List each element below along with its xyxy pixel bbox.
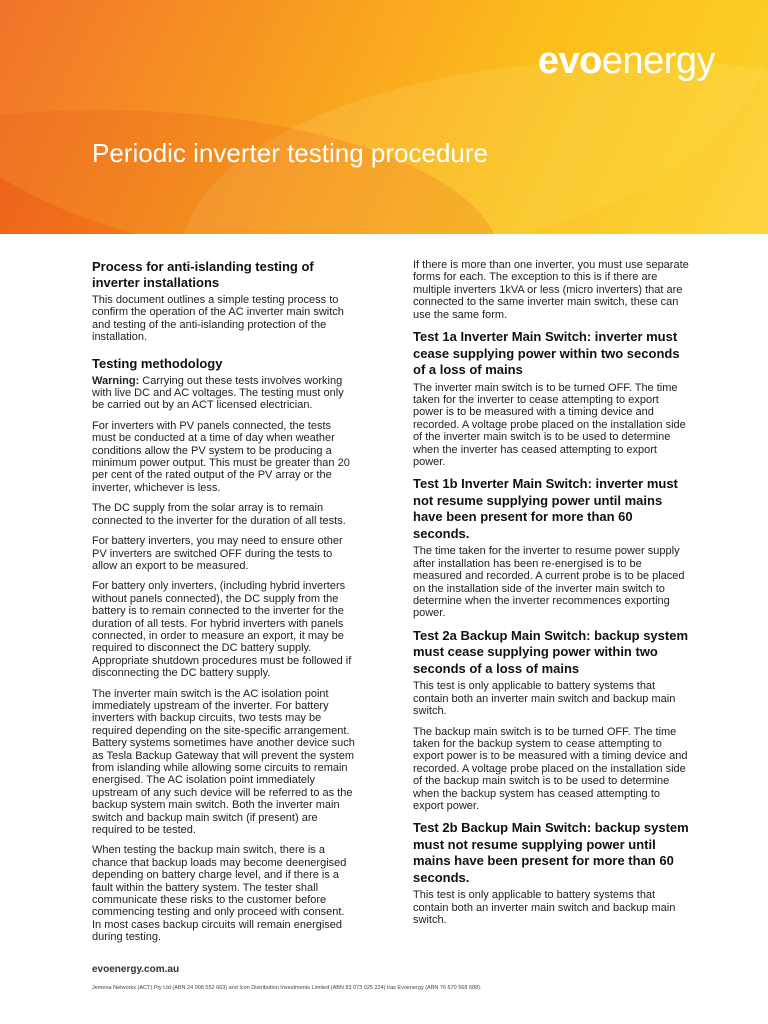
heading-testing-methodology: Testing methodology [92, 355, 223, 371]
heading-test-2b: Test 2b Backup Main Switch: backup system must not resume supplying power until mains have been present for more than 60 seconds. [413, 820, 689, 885]
paragraph-main-switch: The inverter main switch is the AC isolation point immediately upstream of the inverter. For battery inverters with backup circuits, two tests may be required depending on the site-specific arrangement. Battery systems sometimes have another device such as Tesla Backup Gateway that will prevent the system from islanding while allowing some circuits to remain energised. The AC isolation point immediately upstream of any such device will be referred to as the backup system main switch. Both the inverter main switch and backup main switch (if present) are required to be tested. [92, 687, 355, 837]
paragraph-backup: When testing the backup main switch, there is a chance that backup loads may become deenergised depending on battery charge level, and if there is a fault within the battery system. The tester shall communicate these risks to the customer before commencing testing and only proceed with consent. In most cases backup circuits will remain energised during testing. [92, 844, 347, 944]
footer-legal-text: Jemena Networks (ACT) Pty Ltd (ABN 24 008 552 663) and Icon Distribution Investments Limited (ABN 83 073 025 224) t/as Evoenergy (ABN 76 670 568 688). [92, 985, 482, 991]
logo-bold-text: evo [537, 40, 602, 82]
paragraph-battery-only: For battery only inverters, (including hybrid inverters without panels connected), the DC supply from the battery is to remain connected to the inverter for the duration of all tests. For hybrid inverters with panels connected, in order to measure an export, it may be required to disconnect the DC battery supply. Appropriate shutdown procedures must be followed if disconnecting the DC battery supply. [92, 580, 352, 680]
left-column [92, 259, 355, 952]
heading-test-1b: Test 1b Inverter Main Switch: inverter must not resume supplying power until mains have been present for more than 60 seconds. [413, 476, 678, 541]
paragraph-intro: This document outlines a simple testing process to confirm the operation of the AC inverter main switch and testing of the anti-islanding protection of the installation. [92, 294, 344, 344]
right-column [413, 259, 689, 935]
paragraph-battery: For battery inverters, you may need to ensure other PV inverters are switched OFF during the tests to allow an export to be measured. [92, 535, 343, 572]
warning-text: Carrying out these tests involves working with live DC and AC voltages. The testing must only be carried out by an ACT licensed electrician. [92, 374, 344, 412]
evoenergy-logo [538, 40, 715, 83]
paragraph-test-2b: This test is only applicable to battery systems that contain both an inverter main switch and backup main switch. [413, 889, 676, 927]
footer-website-link[interactable]: evoenergy.com.au [92, 964, 180, 975]
paragraph-warning [92, 375, 355, 412]
paragraph-test-1b: The time taken for the inverter to resume power supply after installation has been re-energised is to be measured and recorded. A current probe is to be placed on the installation side of the inverter main switch to determine when the inverter recommences exporting power. [413, 545, 685, 620]
paragraph-test-2a: The backup main switch is to be turned OFF. The time taken for the backup system to cease attempting to export power is to be measured with a timing device and recorded. A voltage probe placed on the installation side of the backup main switch is to be used to determine when the backup system has ceased attempting to export power. [413, 725, 688, 812]
document-title: Periodic inverter testing procedure [92, 138, 488, 168]
heading-test-2a: Test 2a Backup Main Switch: backup system must cease supplying power within two seconds of a loss of mains [413, 627, 689, 676]
warning-label: Warning: [92, 374, 140, 387]
paragraph-pv: For inverters with PV panels connected, the tests must be conducted at a time of day when weather conditions allow the PV system to be producing a minimum power output. This must be greater than 20 per cent of the rated output of the PV array or the inverter, whichever is less. [92, 419, 350, 494]
heading-test-1a: Test 1a Inverter Main Switch: inverter must cease supplying power within two seconds of a loss of mains [413, 329, 680, 378]
header-banner [0, 0, 768, 234]
paragraph-test-1a: The inverter main switch is to be turned OFF. The time taken for the inverter to cease attempting to export power is to be measured with a timing device and recorded. A voltage probe placed on the installation side of the inverter main switch is to be used to determine when the inverter has ceased attempting to export power. [413, 381, 686, 468]
logo-text: energy [601, 40, 715, 82]
paragraph-dc: The DC supply from the solar array is to remain connected to the inverter for the duration of all tests. [92, 502, 346, 527]
paragraph-test-2a-applicability: This test is only applicable to battery systems that contain both an inverter main switch and backup main switch. [413, 680, 676, 718]
paragraph-multiple-inverters: If there is more than one inverter, you must use separate forms for each. The exception to this is if there are multiple inverters 1kVA or less (micro inverters) that are connected to the same inverter main switch, these can use the same form. [413, 259, 689, 321]
heading-process: Process for anti-islanding testing of inverter installations [92, 259, 314, 290]
